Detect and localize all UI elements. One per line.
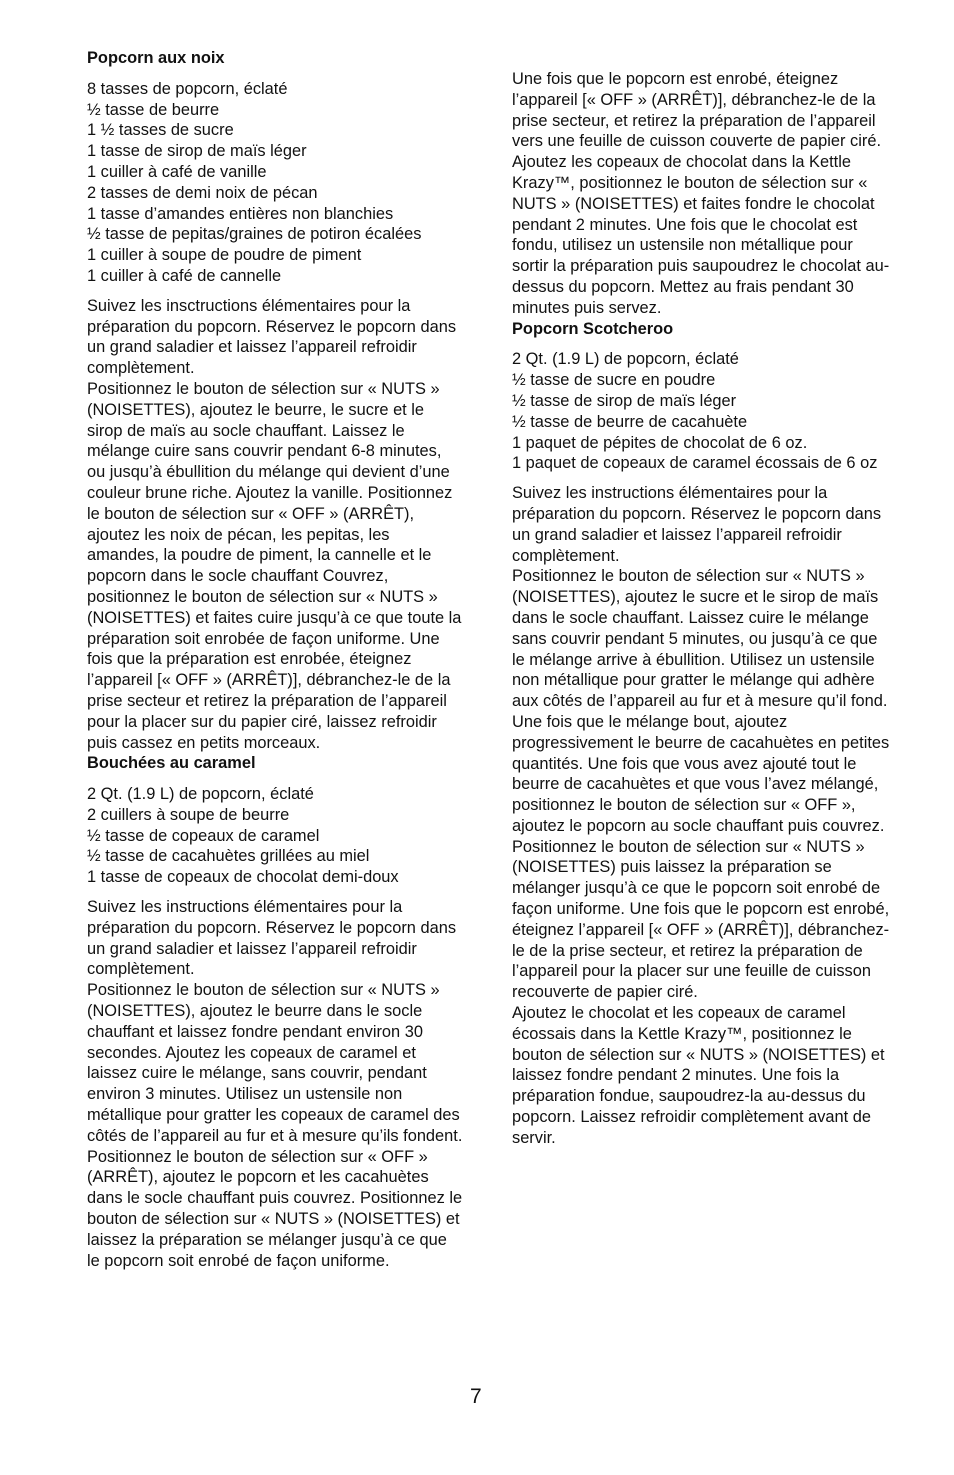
ingredient-item: 8 tasses de popcorn, éclaté [87,79,288,98]
ingredient-item: ½ tasse de beurre de cacahuète [512,412,748,431]
recipe-title-popcorn-scotcheroo: Popcorn Scotcheroo [512,319,674,338]
recipe-title-bouchees-au-caramel: Bouchées au caramel [87,754,256,773]
ingredient-item: 1 cuiller à café de vanille [87,162,267,181]
ingredient-list [87,784,463,888]
ingredient-item: 2 cuillers à soupe de beurre [87,805,290,824]
page-number: 7 [470,1385,482,1408]
ingredient-item: ½ tasse de copeaux de caramel [87,826,320,845]
ingredient-item: ½ tasse de sucre en poudre [512,371,716,390]
instruction-paragraph: Ajoutez le chocolat et les copeaux de caramel écossais dans la Kettle Krazy™, positionnez le bouton de sélection sur « NUTS » (NOISETTES) et laissez fondre pendant 2 minutes. Une fois la préparation fondue, saupoudrez-la au-dessus du popcorn. Laissez refroidir complètement avant de servir. [512,1004,885,1147]
ingredient-item: ½ tasse de sirop de maïs léger [512,391,737,410]
left-column [87,48,463,1271]
ingredient-item: ½ tasse de cacahuètes grillées au miel [87,847,370,866]
ingredient-item: 1 paquet de pépites de chocolat de 6 oz. [512,433,808,452]
ingredient-item: 2 tasses de demi noix de pécan [87,183,318,202]
ingredient-list [512,349,890,474]
ingredient-item: 1 tasse de sirop de maïs léger [87,142,307,161]
ingredient-item: 1 tasse de copeaux de chocolat demi-doux [87,868,399,887]
ingredient-item: 1 tasse d’amandes entières non blanchies [87,204,394,223]
ingredient-item: 2 Qt. (1.9 L) de popcorn, éclaté [512,350,739,369]
ingredient-item: 1 paquet de copeaux de caramel écossais de 6 oz [512,454,878,473]
ingredient-item: 1 cuiller à café de cannelle [87,266,282,285]
ingredient-item: 1 ½ tasses de sucre [87,121,234,140]
ingredient-item: ½ tasse de pepitas/graines de potiron écalées [87,225,422,244]
instruction-paragraph: Positionnez le bouton de sélection sur « NUTS » (NOISETTES), ajoutez le sucre et le sirop de maïs dans le socle chauffant. Laissez cuire le mélange sans couvrir pendant 5 minutes, ou jusqu’à ce que le mélange arrive à ébullition. Utilisez un ustensile non métallique pour gratter le mélange qui adhère aux côtés de l’appareil au fur et à mesure qu’il fond. Une fois que le mélange bout, ajoutez progressivement le beurre de cacahuètes en petites quantités. Une fois que vous avez ajouté tout le beurre de cacahuètes et que vous l’avez mélangé, positionnez le bouton de sélection sur « OFF », ajoutez le popcorn au socle chauffant puis couvrez. Positionnez le bouton de sélection sur « NUTS » (NOISETTES) puis laissez la préparation se mélanger jusqu’à ce que le popcorn soit enrobé de façon uniforme. Une fois que le popcorn est enrobé, éteignez l’appareil [« OFF » (ARRÊT)], débranchez-le de la prise secteur, et retirez la préparation de l’appareil pour la placer sur une feuille de cuisson recouverte de papier ciré. [512,567,890,1002]
instruction-paragraph: Une fois que le popcorn est enrobé, éteignez l’appareil [« OFF » (ARRÊT)], débranchez-le de la prise secteur, et retirez la préparation de l’appareil vers une feuille de cuisson couverte de papier ciré. [512,70,881,151]
instruction-paragraph: Suivez les insctructions élémentaires pour la préparation du popcorn. Réservez le popcorn dans un grand saladier et laissez l’appareil refroidir complètement. [87,296,457,378]
instruction-paragraph: Positionnez le bouton de sélection sur « NUTS » (NOISETTES), ajoutez le beurre dans le socle chauffant et laissez fondre pendant environ 30 secondes. Ajoutez les copeaux de caramel et laissez cuire le mélange, sans couvrir, pendant environ 3 minutes. Utilisez un ustensile non métallique pour gratter les copeaux de caramel des côtés de l’appareil au fur et à mesure qu’ils fondent. Positionnez le bouton de sélection sur « OFF » (ARRÊT), ajoutez le popcorn et les cacahuètes dans le socle chauffant puis couvrez. Positionnez le bouton de sélection sur « NUTS » (NOISETTES) et laissez la préparation se mélanger jusqu’à ce que le popcorn soit enrobé de façon uniforme. [87,981,463,1270]
recipe-title-popcorn-aux-noix: Popcorn aux noix [87,49,225,67]
ingredient-list [87,79,463,287]
ingredient-item: 1 cuiller à soupe de poudre de piment [87,246,362,265]
ingredient-item: ½ tasse de beurre [87,100,220,119]
instruction-paragraph: Suivez les instructions élémentaires pour la préparation du popcorn. Réservez le popcorn dans un grand saladier et laissez l’appareil refroidir complètement. [87,898,457,979]
ingredient-item: 2 Qt. (1.9 L) de popcorn, éclaté [87,785,314,804]
instruction-paragraph: Ajoutez les copeaux de chocolat dans la Kettle Krazy™, positionnez le bouton de sélection sur « NUTS » (NOISETTES) et faites fondre le chocolat pendant 2 minutes. Une fois que le chocolat est fondu, utilisez un ustensile non métallique pour sortir la préparation puis saupoudrez le chocolat au-dessus du popcorn. Mettez au frais pendant 30 minutes puis servez. [512,153,890,317]
instruction-paragraph: Positionnez le bouton de sélection sur « NUTS » (NOISETTES), ajoutez le beurre, le sucre et le sirop de maïs au socle chauffant. Laissez le mélange cuire sans couvrir pendant 6-8 minutes, ou jusqu’à ébullition du mélange qui devient d’une couleur brune riche. Ajoutez la vanille. Positionnez le bouton de sélection sur « OFF » (ARRÊT), ajoutez les noix de pécan, les pepitas, les amandes, la poudre de piment, la cannelle et le popcorn dans le socle chauffant Couvrez, positionnez le bouton de sélection sur « NUTS » (NOISETTES) et faites cuire jusqu’à ce que toute la préparation soit enrobée de façon uniforme. Une fois que la préparation est enrobée, éteignez l’appareil [« OFF » (ARRÊT)], débranchez-le de la prise secteur et retirez la préparation de l’appareil pour la placer sur du papier ciré, laissez refroidir puis cassez en petits morceaux. [87,379,462,752]
instruction-paragraph: Suivez les instructions élémentaires pour la préparation du popcorn. Réservez le popcorn dans un grand saladier et laissez l’appareil refroidir complètement. [512,484,882,565]
right-column [512,69,890,1149]
